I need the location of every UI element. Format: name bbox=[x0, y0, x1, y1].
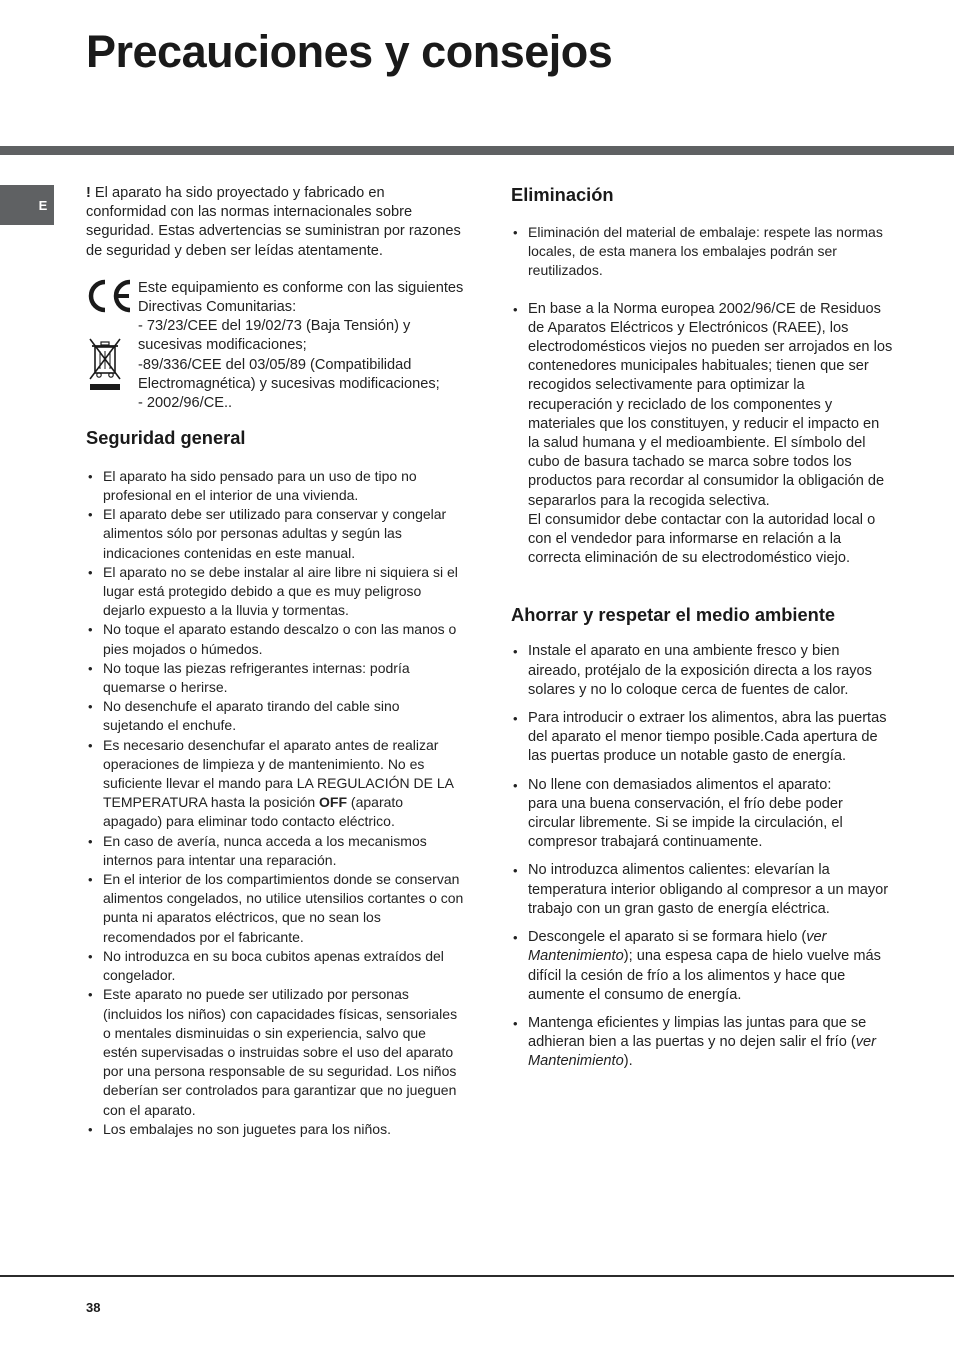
eliminacion-list bbox=[511, 223, 893, 568]
ahorrar-list bbox=[511, 642, 893, 1071]
footer-divider bbox=[0, 1275, 954, 1277]
list-item: • En caso de avería, nunca acceda a los mecanismos internos para intentar una reparación. bbox=[86, 832, 464, 870]
list-item: • Instale el aparato en una ambiente fresco y bien aireado, protéjalo de la exposición directa a los rayos solares y no lo coloque cerca de fuentes de calor. bbox=[511, 642, 893, 700]
list-item: • Los embalajes no son juguetes para los niños. bbox=[86, 1120, 464, 1139]
list-item: • El aparato no se debe instalar al aire libre ni siquiera si el lugar está protegido debido a que es muy peligroso dejarlo expuesto a la lluvia y tormentas. bbox=[86, 563, 464, 621]
certification-text bbox=[138, 279, 468, 413]
off-label: OFF bbox=[319, 794, 348, 811]
warning-mark: ! bbox=[86, 185, 91, 201]
seguridad-list bbox=[86, 467, 464, 1139]
crossed-bin-icon bbox=[86, 335, 124, 391]
list-item: • Este aparato no puede ser utilizado por personas (incluidos los niños) con capacidades físicas, sensoriales o mentales disminuidas o sin experiencia, salvo que estén supervisadas o instruidas sobre el uso del aparato por una persona responsable de su seguridad. Los niños deberían ser controlados para garantizar que no jueguen con el aparato. bbox=[86, 985, 464, 1119]
certification-line: Este equipamiento es conforme con las siguientes Directivas Comunitarias: bbox=[138, 279, 464, 316]
eliminacion-section bbox=[511, 184, 893, 568]
list-item: • En el interior de los compartimientos donde se conservan alimentos congelados, no utilice utensilios cortantes o con punta ni aparatos eléctricos, que no sean los recomendados por el fabricante. bbox=[86, 870, 464, 947]
certification-line: - 73/23/CEE del 19/02/73 (Baja Tensión) y sucesivas modificaciones; bbox=[138, 318, 411, 354]
list-item: • El aparato debe ser utilizado para conservar y congelar alimentos sólo por personas adultas y según las indicaciones contenidas en este manual. bbox=[86, 505, 464, 563]
list-item: • No toque las piezas refrigerantes internas: podría quemarse o herirse. bbox=[86, 659, 464, 697]
certification-block bbox=[86, 279, 464, 412]
section-heading-seguridad: Seguridad general bbox=[86, 426, 246, 448]
intro-text: El aparato ha sido proyectado y fabricado en conformidad con las normas internacionales sobre seguridad. Estas advertencias se suministran por razones de seguridad y deben ser leídas atentamente. bbox=[86, 185, 461, 259]
list-item: • El aparato ha sido pensado para un uso de tipo no profesional en el interior de una vivienda. bbox=[86, 467, 464, 505]
page-number: 38 bbox=[86, 1300, 101, 1315]
list-item: • No desenchufe el aparato tirando del cable sino sujetando el enchufe. bbox=[86, 697, 464, 735]
section-heading-ahorrar: Ahorrar y respetar el medio ambiente bbox=[511, 604, 836, 626]
seguridad-section bbox=[86, 427, 464, 1139]
list-item: • No llene con demasiados alimentos el aparato: para una buena conservación, el frío debe poder circular libremente. Si se impide la circulación, el compresor trabajará continuamente. bbox=[511, 776, 893, 853]
list-item: • No introduzca en su boca cubitos apenas extraídos del congelador. bbox=[86, 947, 464, 985]
language-tab: E bbox=[0, 185, 54, 225]
list-item: • Mantenga eficientes y limpias las juntas para que se adhieran bien a las puertas y no dejen salir el frío (ver Mantenimiento). bbox=[511, 1014, 893, 1072]
section-heading-eliminacion: Eliminación bbox=[511, 184, 614, 205]
intro-paragraph bbox=[86, 184, 464, 261]
list-item: • Eliminación del material de embalaje: respete las normas locales, de esta manera los embalajes podrán ser reutilizados. bbox=[511, 223, 893, 281]
list-item: • Descongele el aparato si se formara hielo (ver Mantenimiento); una espesa capa de hielo vuelve más difícil la cesión de frío a los alimentos y hace que aumente el consumo de energía. bbox=[511, 928, 893, 1005]
list-item: • Para introducir o extraer los alimentos, abra las puertas del aparato el menor tiempo posible.Cada apertura de las puertas produce un notable gasto de energía. bbox=[511, 709, 893, 767]
list-item: • No toque el aparato estando descalzo o con las manos o pies mojados o húmedos. bbox=[86, 620, 464, 658]
page-title: Precauciones y consejos bbox=[86, 26, 613, 77]
certification-line: - 2002/96/CE.. bbox=[138, 395, 233, 412]
list-item-raee: • En base a la Norma europea 2002/96/CE de Residuos de Aparatos Eléctricos y Electrónicos (RAEE), los electrodomésticos viejos no pueden ser arrojados en los contenedores municipales habituales; tienen que ser recogidos selectivamente para optimizar la recuperación y reciclado de los componentes y materiales que los constituyen, y reducir el impacto en la salud humana y el medioambiente. El símbolo del cubo de basura tachado se marca sobre todos los productos para recordar al consumidor la obligación de separarlos para la recogida selectiva. El consumidor debe contactar con la autoridad local o con el vendedor para informarse en relación a la correcta eliminación de su electrodoméstico viejo. bbox=[511, 300, 893, 569]
certification-line: -89/336/CEE del 03/05/89 (Compatibilidad Electromagnética) y sucesivas modificaciones; bbox=[138, 356, 440, 392]
cross-reference: ver Mantenimiento bbox=[528, 1034, 877, 1070]
list-item: • No introduzca alimentos calientes: elevarían la temperatura interior obligando al compresor a un mayor trabajo con un gran gasto de energía eléctrica. bbox=[511, 861, 893, 919]
ce-mark-icon bbox=[86, 279, 132, 313]
ahorrar-section bbox=[511, 604, 893, 1071]
header-divider-bar bbox=[0, 146, 954, 155]
cross-reference: ver Mantenimiento bbox=[528, 929, 827, 965]
left-column bbox=[86, 184, 464, 1139]
list-item-unplug: • Es necesario desenchufar el aparato antes de realizar operaciones de limpieza y de mantenimiento. No es suficiente llevar el mando para LA REGULACIÓN DE LA TEMPERATURA hasta la posición OFF (aparato apagado) para eliminar todo contacto eléctrico. bbox=[86, 736, 464, 832]
right-column bbox=[511, 184, 893, 1072]
